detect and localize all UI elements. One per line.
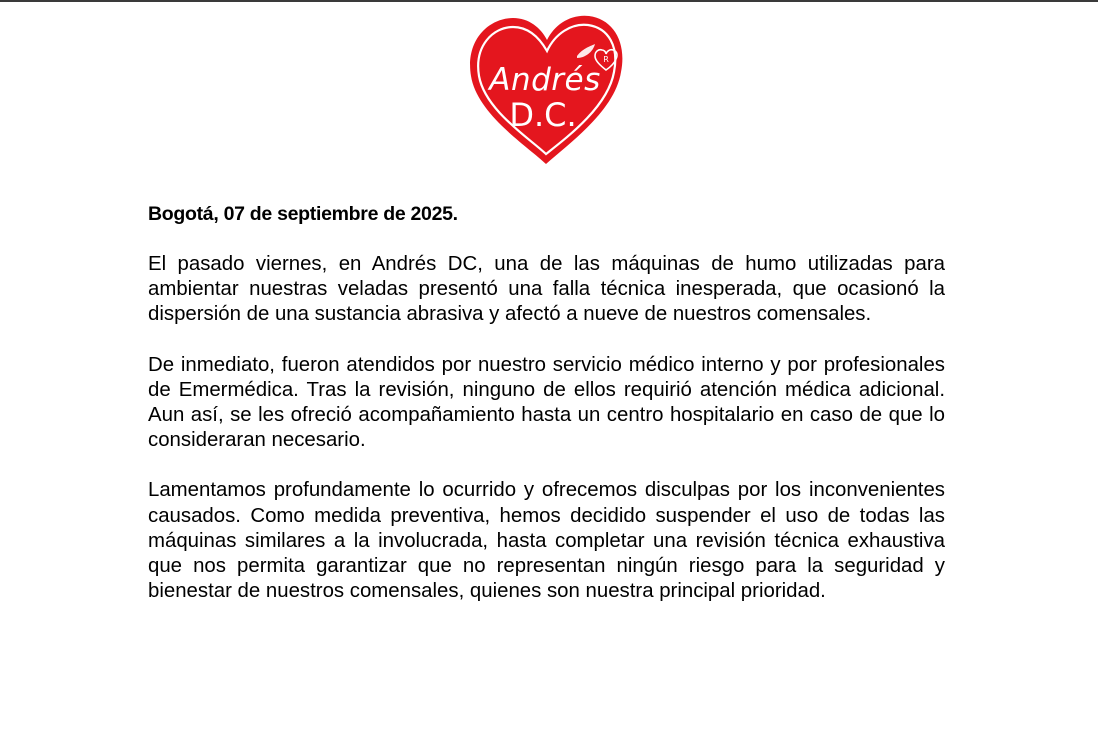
logo-brand-line2: D.C. [509,96,577,134]
paragraph-medical-response: De inmediato, fueron atendidos por nuestro servicio médico interno y por profesionales de Emermédica. Tras la revisión, ninguno de ellos requirió atención médica adicional. Aun así, se les ofreció acompañamiento hasta un centro hospitalario en caso de que lo consideraran necesario. [148,353,945,452]
dateline: Bogotá, 07 de septiembre de 2025. [148,203,458,225]
paragraph-apology-measures: Lamentamos profundamente lo ocurrido y ofrecemos disculpas por los inconvenientes causados. Como medida preventiva, hemos decidido suspender el uso de todas las máquinas similares a la involucrada, hasta completar una revisión técnica exhaustiva que nos permita garantizar que no representan ningún riesgo para la seguridad y bienestar de nuestros comensales, quienes son nuestra principal prioridad. [148,479,945,603]
andres-dc-heart-logo [467,14,625,166]
registered-mark: R [603,55,609,64]
paragraph-incident: El pasado viernes, en Andrés DC, una de las máquinas de humo utilizadas para ambientar nuestras veladas presentó una falla técnica inesperada, que ocasionó la dispersión de una sustancia abrasiva y afectó a nueve de nuestros comensales. [148,253,945,326]
top-border-line [0,0,1098,2]
press-statement [148,202,945,629]
heart-logo-icon [467,14,625,166]
logo-brand-line1: Andrés [489,62,601,98]
